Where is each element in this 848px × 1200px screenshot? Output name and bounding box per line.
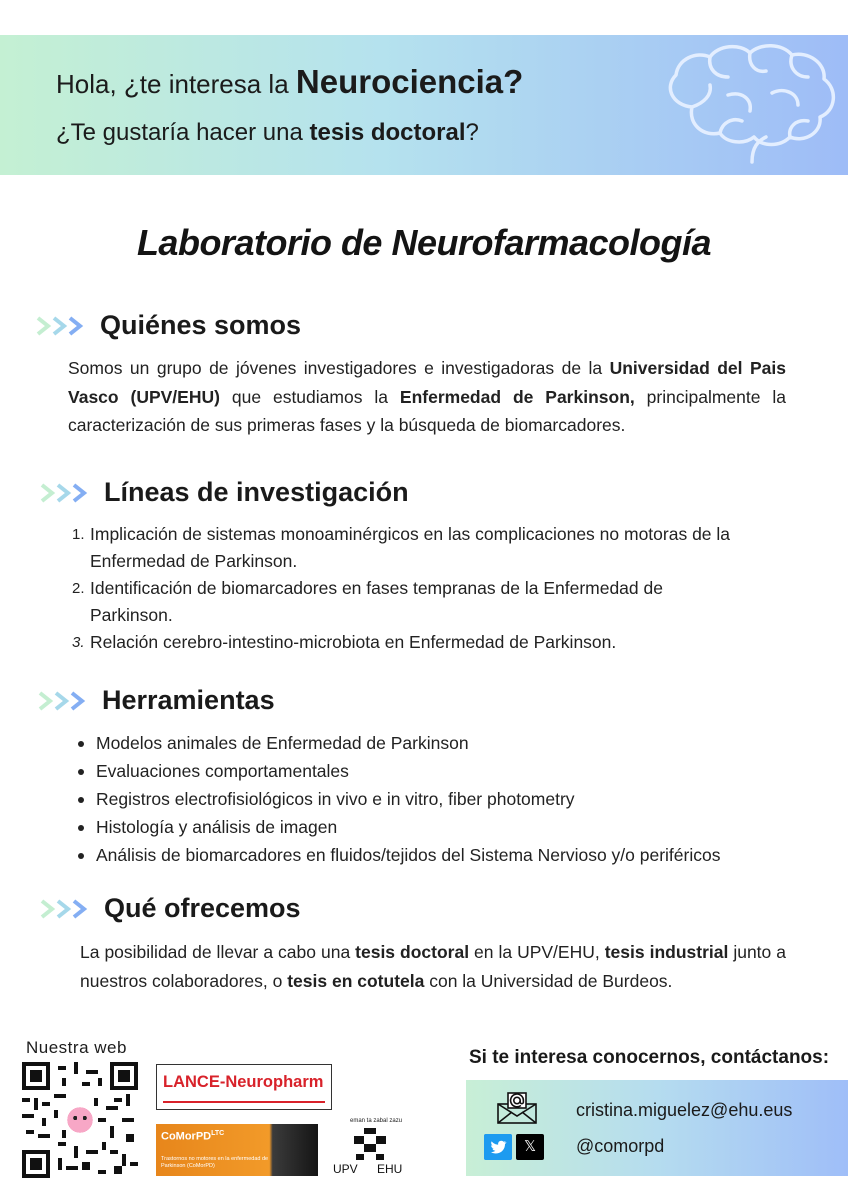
social-handle-link[interactable]: @comorpd xyxy=(576,1136,665,1156)
section-quienes-title: Quiénes somos xyxy=(100,310,302,340)
chevrons-icon xyxy=(40,482,96,504)
header-greeting: Hola, ¿te interesa la Neurociencia? xyxy=(56,63,524,100)
section-ofrecemos-title: Qué ofrecemos xyxy=(104,893,301,923)
header-topic: Neurociencia? xyxy=(295,63,524,100)
list-item: 3. Relación cerebro-intestino-microbiota en Enfermedad de Parkinson. xyxy=(72,632,617,652)
chevrons-icon xyxy=(38,690,94,712)
tools-list xyxy=(76,729,816,869)
section-herramientas-title: Herramientas xyxy=(102,685,275,715)
lab-title: Laboratorio de Neurofarmacología xyxy=(136,222,712,263)
chevrons-icon xyxy=(36,315,92,337)
section-lineas-title: Líneas de investigación xyxy=(104,477,409,507)
list-item: 1. Implicación de sistemas monoaminérgicos en las complicaciones no motoras de la Enfermedad de Parkinson. xyxy=(72,524,731,571)
section-ofrecemos-text: La posibilidad de llevar a cabo una tesis doctoral en la UPV/EHU, tesis industrial junto a nuestros colaboradores, o tesis en cotutela con la Universidad de Burdeos. xyxy=(80,942,786,991)
comorpd-logo: CoMorPD$^{LTC}$ Trastornos no motores en la enfermedad de Parkinson (CoMorPD) xyxy=(156,1124,318,1176)
section-quienes-header xyxy=(36,310,301,341)
brain-icon xyxy=(652,37,842,173)
web-label: Nuestra web xyxy=(26,1038,127,1057)
list-item: Evaluaciones comportamentales xyxy=(76,757,816,785)
contact-title: Si te interesa conocernos, contáctanos: xyxy=(469,1047,830,1068)
section-ofrecemos-header xyxy=(40,893,301,924)
list-item: Histología y análisis de imagen xyxy=(76,813,816,841)
mail-icon xyxy=(496,1092,538,1124)
chevrons-icon xyxy=(40,898,96,920)
email-link[interactable]: cristina.miguelez@ehu.eus xyxy=(576,1100,793,1120)
section-lineas-header xyxy=(40,477,409,508)
list-item: 2. Identificación de biomarcadores en fases tempranas de la Enfermedad de Parkinson. xyxy=(72,578,663,625)
list-item: Análisis de biomarcadores en fluidos/tejidos del Sistema Nervioso y/o periféricos xyxy=(76,841,816,869)
qr-code[interactable] xyxy=(22,1062,138,1178)
header-banner xyxy=(0,35,848,175)
upv-ehu-logo: eman ta zabal zazu UPV EHU xyxy=(333,1118,403,1176)
research-lines-list xyxy=(70,521,800,656)
section-herramientas-header xyxy=(38,685,275,716)
upv-emblem-icon xyxy=(350,1128,390,1162)
header-question: ¿Te gustaría hacer una tesis doctoral? xyxy=(56,119,479,146)
section-quienes-text: Somos un grupo de jóvenes investigadores e investigadoras de la Universidad del Pais Vasco (UPV/EHU) que estudiamos la Enfermedad de Parkinson, principalmente la caracterización de sus primeras fases y la búsqueda de biomarcadores. xyxy=(68,358,787,435)
list-item: Registros electrofisiológicos in vivo e in vitro, fiber photometry xyxy=(76,785,816,813)
lance-neuropharm-logo: LANCE-Neuropharm xyxy=(156,1064,332,1110)
list-item: Modelos animales de Enfermedad de Parkinson xyxy=(76,729,816,757)
twitter-icon[interactable] xyxy=(484,1134,512,1160)
x-icon[interactable]: 𝕏 xyxy=(516,1134,544,1160)
contact-box xyxy=(466,1080,848,1176)
